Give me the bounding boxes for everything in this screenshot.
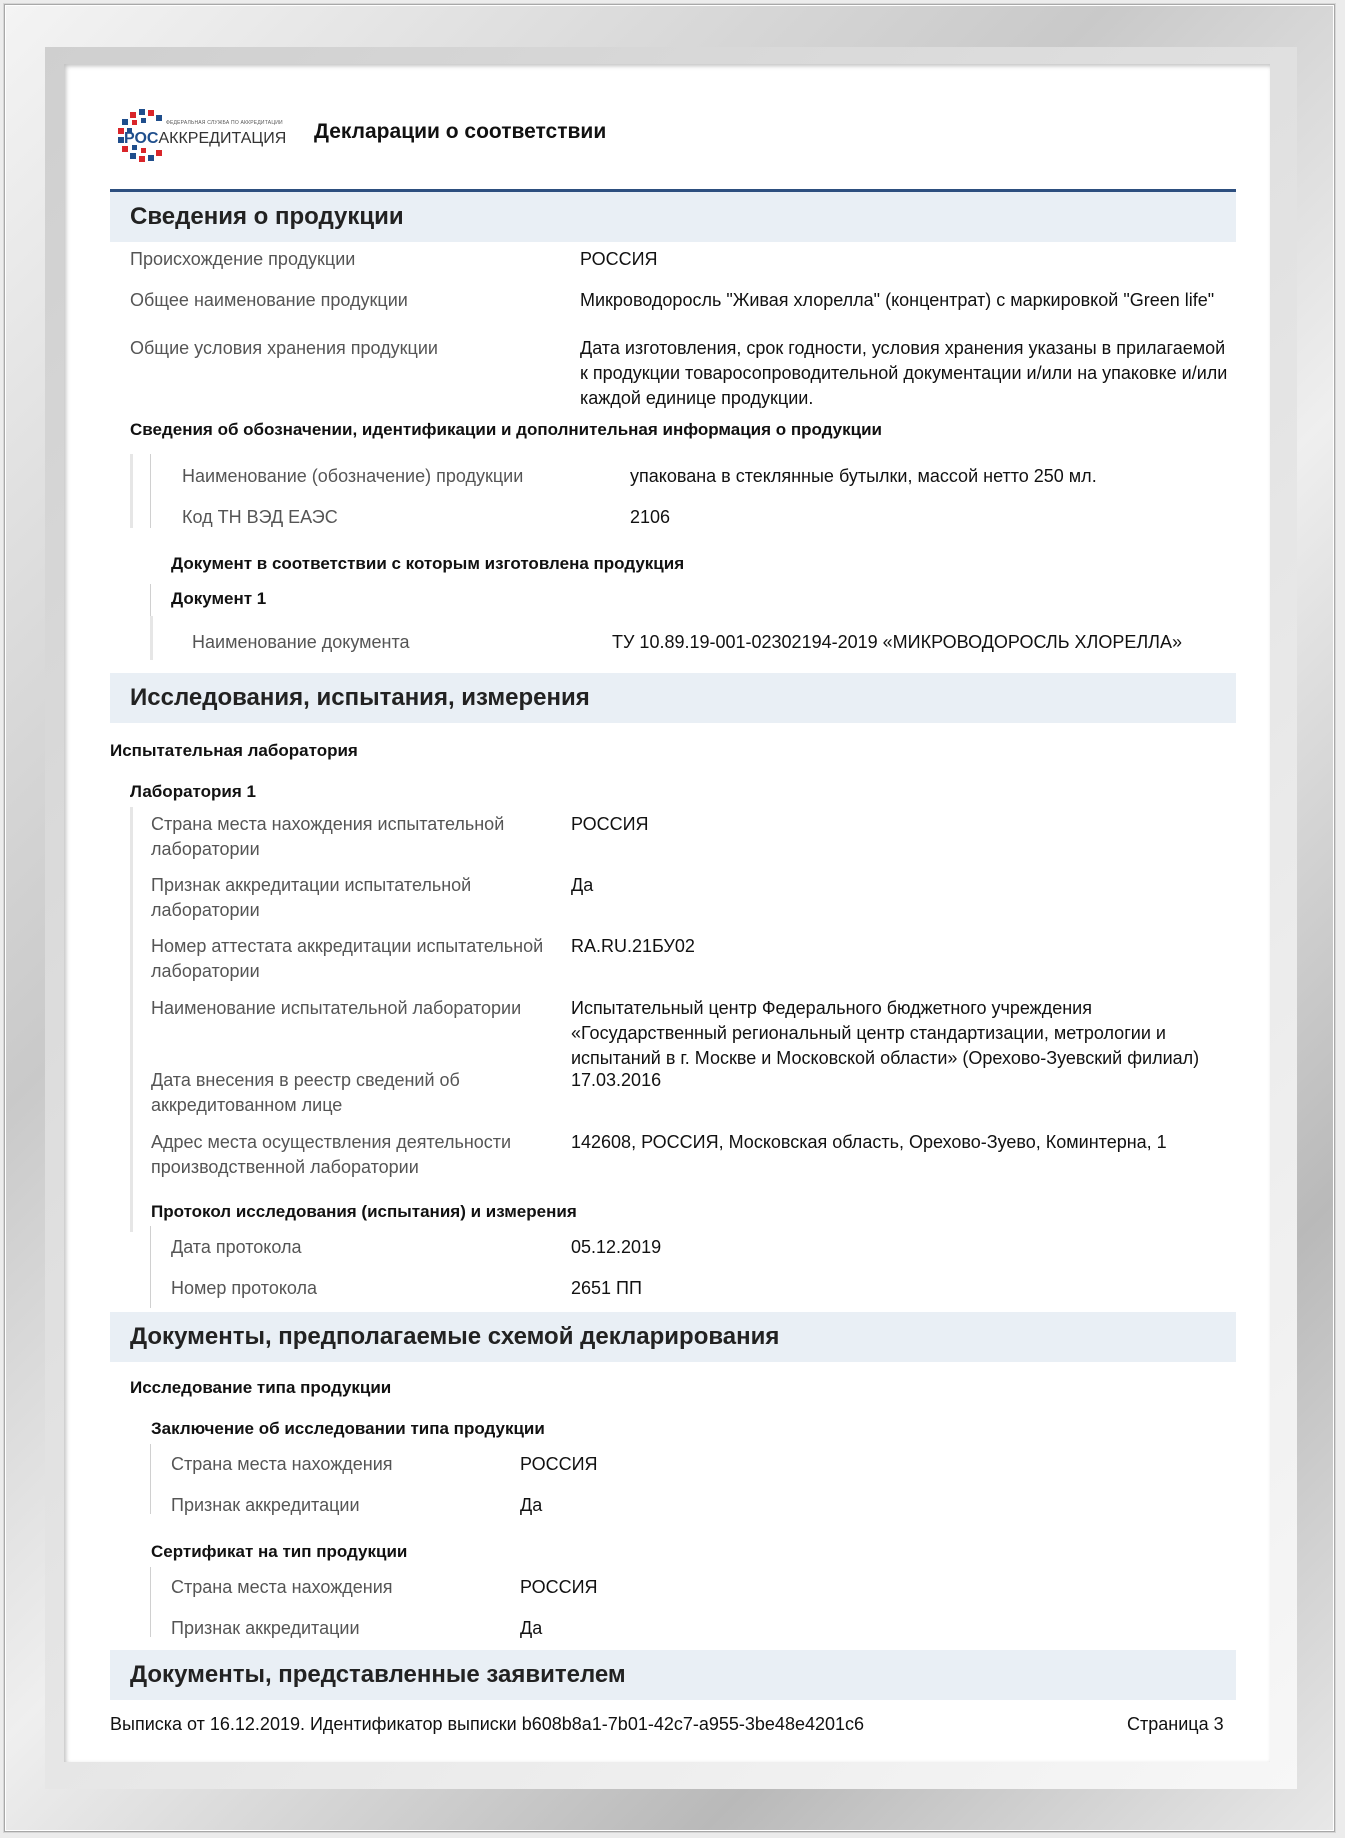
registry-date-label: Дата внесения в реестр сведений об аккредитованном лице bbox=[151, 1070, 460, 1115]
type-certificate-heading: Сертификат на тип продукции bbox=[151, 1542, 408, 1561]
lab-heading: Испытательная лаборатория bbox=[110, 741, 358, 760]
type-research-heading: Исследование типа продукции bbox=[130, 1378, 392, 1397]
lab-name-label: Наименование испытательной лаборатории bbox=[151, 998, 522, 1018]
conclusion-country-value: РОССИЯ bbox=[520, 1454, 598, 1474]
lab-1-heading: Лаборатория 1 bbox=[130, 782, 256, 801]
section-header-scheme bbox=[110, 1312, 1236, 1362]
tnved-value: 2106 bbox=[630, 507, 671, 527]
logo-brand-rest: АККРЕДИТАЦИЯ bbox=[158, 130, 287, 147]
extract-footer: Выписка от 16.12.2019. Идентификатор выписки b608b8a1-7b01-42c7-a955-3be48e4201c6 bbox=[110, 1714, 865, 1734]
lab-certificate-label: Номер аттестата аккредитации испытательной лаборатории bbox=[151, 936, 544, 981]
certificate-country-label: Страна места нахождения bbox=[171, 1577, 393, 1597]
section-title-applicant: Документы, представленные заявителем bbox=[130, 1661, 626, 1688]
origin-label: Происхождение продукции bbox=[130, 249, 356, 269]
protocol-number-label: Номер протокола bbox=[171, 1278, 318, 1298]
section-header-product bbox=[110, 192, 1236, 242]
document-name-label: Наименование документа bbox=[192, 632, 410, 652]
product-name-value: Микроводоросль "Живая хлорелла" (концентрат) с маркировкой "Green life" bbox=[580, 290, 1215, 310]
protocol-date-value: 05.12.2019 bbox=[571, 1237, 662, 1257]
lab-address-value: 142608, РОССИЯ, Московская область, Орехово-Зуево, Коминтерна, 1 bbox=[571, 1132, 1167, 1152]
conclusion-accreditation-value: Да bbox=[520, 1495, 543, 1515]
page-number: Страница 3 bbox=[1127, 1714, 1224, 1734]
origin-value: РОССИЯ bbox=[580, 249, 658, 269]
indent-bar bbox=[150, 454, 151, 528]
lab-country-value: РОССИЯ bbox=[571, 814, 649, 834]
storage-value: Дата изготовления, срок годности, условия хранения указаны в прилагаемой к продукции товаросопроводительной документации и/или на упаковке и/или каждой единице продукции. bbox=[580, 338, 1228, 408]
indent-bar bbox=[150, 1444, 151, 1514]
tnved-label: Код ТН ВЭД ЕАЭС bbox=[182, 507, 338, 527]
indent-bar bbox=[150, 1567, 151, 1637]
rosaccreditation-logo bbox=[112, 106, 287, 174]
protocol-heading: Протокол исследования (испытания) и измерения bbox=[151, 1202, 577, 1221]
certificate-accreditation-label: Признак аккредитации bbox=[171, 1618, 360, 1638]
section-header-research bbox=[110, 673, 1236, 723]
indent-bar bbox=[150, 1226, 151, 1308]
logo-wordmark bbox=[124, 130, 286, 148]
indent-bar bbox=[150, 616, 153, 660]
page-title: Декларации о соответствии bbox=[314, 120, 607, 143]
logo-small-text: ФЕДЕРАЛЬНАЯ СЛУЖБА ПО АККРЕДИТАЦИИ bbox=[166, 120, 283, 126]
indent-bar bbox=[130, 807, 133, 1232]
conclusion-country-label: Страна места нахождения bbox=[171, 1454, 393, 1474]
lab-accreditation-label: Признак аккредитации испытательной лаборатории bbox=[151, 875, 472, 920]
document-heading: Документ в соответствии с которым изготовлена продукция bbox=[171, 554, 685, 573]
conclusion-accreditation-label: Признак аккредитации bbox=[171, 1495, 360, 1515]
lab-address-label: Адрес места осуществления деятельности производственной лаборатории bbox=[151, 1132, 512, 1177]
protocol-number-value: 2651 ПП bbox=[571, 1278, 642, 1298]
section-title-product: Сведения о продукции bbox=[130, 203, 404, 230]
certificate-country-value: РОССИЯ bbox=[520, 1577, 598, 1597]
conclusion-heading: Заключение об исследовании типа продукции bbox=[151, 1419, 545, 1438]
registry-date-value: 17.03.2016 bbox=[571, 1070, 662, 1090]
identification-heading: Сведения об обозначении, идентификации и дополнительная информация о продукции bbox=[130, 420, 883, 439]
lab-name-value: Испытательный центр Федерального бюджетного учреждения «Государственный региональный центр стандартизации, метрологии и испытаний в г. Москве и Московской области» (Орехово-Зуевский филиал) bbox=[571, 998, 1200, 1068]
document-name-value: ТУ 10.89.19-001-02302194-2019 «МИКРОВОДОРОСЛЬ ХЛОРЕЛЛА» bbox=[612, 632, 1182, 652]
document-page bbox=[64, 64, 1270, 1762]
indent-bar bbox=[130, 454, 133, 528]
protocol-date-label: Дата протокола bbox=[171, 1237, 302, 1257]
section-header-applicant bbox=[110, 1650, 1236, 1700]
lab-country-label: Страна места нахождения испытательной лаборатории bbox=[151, 814, 505, 859]
logo-brand-ros: РОС bbox=[124, 130, 159, 147]
lab-certificate-value: RA.RU.21БУ02 bbox=[571, 936, 695, 956]
certificate-accreditation-value: Да bbox=[520, 1618, 543, 1638]
designation-value: упакована в стеклянные бутылки, массой нетто 250 мл. bbox=[630, 466, 1097, 486]
product-name-label: Общее наименование продукции bbox=[130, 290, 408, 310]
lab-accreditation-value: Да bbox=[571, 875, 594, 895]
storage-label: Общие условия хранения продукции bbox=[130, 338, 438, 358]
section-title-research: Исследования, испытания, измерения bbox=[130, 684, 590, 711]
document-1-heading: Документ 1 bbox=[171, 589, 267, 608]
designation-label: Наименование (обозначение) продукции bbox=[182, 466, 524, 486]
section-title-scheme: Документы, предполагаемые схемой декларирования bbox=[130, 1323, 780, 1350]
